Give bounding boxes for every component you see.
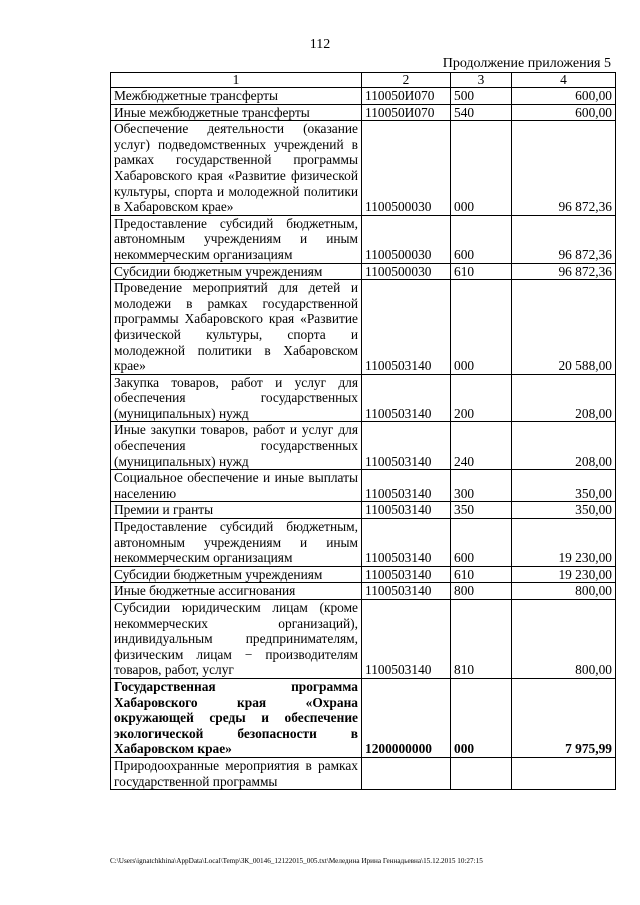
row-type: 350 <box>451 502 512 519</box>
row-name: Предоставление субсидий бюджетным, автономным учреждениям и иным некоммерческим организациям <box>111 215 362 263</box>
row-name: Иные закупки товаров, работ и услуг для обеспечения государственных (муниципальных) нужд <box>111 422 362 470</box>
row-code: 1200000000 <box>362 678 451 757</box>
row-amount: 350,00 <box>512 502 616 519</box>
row-type: 540 <box>451 104 512 121</box>
budget-table <box>110 72 616 790</box>
row-type: 000 <box>451 121 512 216</box>
row-name: Иные межбюджетные трансферты <box>111 104 362 121</box>
row-code: 1100503140 <box>362 470 451 502</box>
row-type: 000 <box>451 678 512 757</box>
table-row <box>111 583 616 600</box>
table-row <box>111 263 616 280</box>
row-amount: 208,00 <box>512 374 616 422</box>
table-row <box>111 519 616 567</box>
table-row <box>111 104 616 121</box>
row-name: Обеспечение деятельности (оказание услуг) подведомственных учреждений в рамках государственной программы Хабаровского края «Развитие физической культуры, спорта и молодежной политики в Хабаровском крае» <box>111 121 362 216</box>
row-type: 800 <box>451 583 512 600</box>
row-name: Природоохранные мероприятия в рамках государственной программы <box>111 757 362 789</box>
row-type: 240 <box>451 422 512 470</box>
row-type: 500 <box>451 88 512 105</box>
row-name: Иные бюджетные ассигнования <box>111 583 362 600</box>
header-col-3: 3 <box>451 73 512 88</box>
row-amount: 600,00 <box>512 88 616 105</box>
row-type <box>451 757 512 789</box>
table-row <box>111 374 616 422</box>
row-type: 200 <box>451 374 512 422</box>
row-code: 1100503140 <box>362 422 451 470</box>
row-amount <box>512 757 616 789</box>
row-name: Социальное обеспечение и иные выплаты населению <box>111 470 362 502</box>
table-row <box>111 757 616 789</box>
row-amount: 800,00 <box>512 600 616 679</box>
row-name: Предоставление субсидий бюджетным, автономным учреждениям и иным некоммерческим организациям <box>111 519 362 567</box>
row-code: 1100503140 <box>362 583 451 600</box>
header-col-2: 2 <box>362 73 451 88</box>
row-code: 110050И070 <box>362 88 451 105</box>
row-amount: 600,00 <box>512 104 616 121</box>
table-header-row <box>111 73 616 88</box>
table-row <box>111 566 616 583</box>
row-amount: 208,00 <box>512 422 616 470</box>
row-code <box>362 757 451 789</box>
row-code: 1100503140 <box>362 374 451 422</box>
footer-file-path: C:\Users\ignatchkhina\AppData\Local\Temp\ЗК_00146_12122015_005.txt\Меледина Ирина Геннадьевна\15.12.2015 10:27:15 <box>110 857 483 865</box>
table-row <box>111 600 616 679</box>
row-type: 610 <box>451 566 512 583</box>
row-name: Межбюджетные трансферты <box>111 88 362 105</box>
row-code: 1100500030 <box>362 121 451 216</box>
table-row <box>111 88 616 105</box>
row-code: 1100500030 <box>362 263 451 280</box>
table-row <box>111 121 616 216</box>
row-code: 1100500030 <box>362 215 451 263</box>
row-code: 1100503140 <box>362 502 451 519</box>
row-amount: 96 872,36 <box>512 263 616 280</box>
row-name: Премии и гранты <box>111 502 362 519</box>
row-name: Субсидии бюджетным учреждениям <box>111 566 362 583</box>
row-type: 300 <box>451 470 512 502</box>
row-name: Субсидии юридическим лицам (кроме некоммерческих организаций), индивидуальным предпринимателям, физическим лицам − производителям товаров, работ, услуг <box>111 600 362 679</box>
table-row <box>111 280 616 375</box>
row-amount: 7 975,99 <box>512 678 616 757</box>
table-row <box>111 215 616 263</box>
row-code: 110050И070 <box>362 104 451 121</box>
row-name: Проведение мероприятий для детей и молодежи в рамках государственной программы Хабаровского края «Развитие физической культуры, спорта и молодежной политики в Хабаровском крае» <box>111 280 362 375</box>
row-code: 1100503140 <box>362 519 451 567</box>
row-amount: 350,00 <box>512 470 616 502</box>
row-name: Субсидии бюджетным учреждениям <box>111 263 362 280</box>
row-type: 610 <box>451 263 512 280</box>
header-col-1: 1 <box>111 73 362 88</box>
row-type: 600 <box>451 215 512 263</box>
row-amount: 96 872,36 <box>512 215 616 263</box>
row-code: 1100503140 <box>362 600 451 679</box>
row-amount: 96 872,36 <box>512 121 616 216</box>
row-type: 000 <box>451 280 512 375</box>
row-type: 810 <box>451 600 512 679</box>
table-row-program-total <box>111 678 616 757</box>
continuation-label: Продолжение приложения 5 <box>442 56 611 71</box>
row-amount: 19 230,00 <box>512 519 616 567</box>
row-code: 1100503140 <box>362 566 451 583</box>
table-row <box>111 422 616 470</box>
table-row <box>111 470 616 502</box>
row-amount: 20 588,00 <box>512 280 616 375</box>
header-col-4: 4 <box>512 73 616 88</box>
table-row <box>111 502 616 519</box>
row-name: Государственная программа Хабаровского края «Охрана окружающей среды и обеспечение экологической безопасности в Хабаровском крае» <box>111 678 362 757</box>
row-amount: 800,00 <box>512 583 616 600</box>
row-type: 600 <box>451 519 512 567</box>
page-number: 112 <box>309 37 331 52</box>
row-amount: 19 230,00 <box>512 566 616 583</box>
row-name: Закупка товаров, работ и услуг для обеспечения государственных (муниципальных) нужд <box>111 374 362 422</box>
row-code: 1100503140 <box>362 280 451 375</box>
